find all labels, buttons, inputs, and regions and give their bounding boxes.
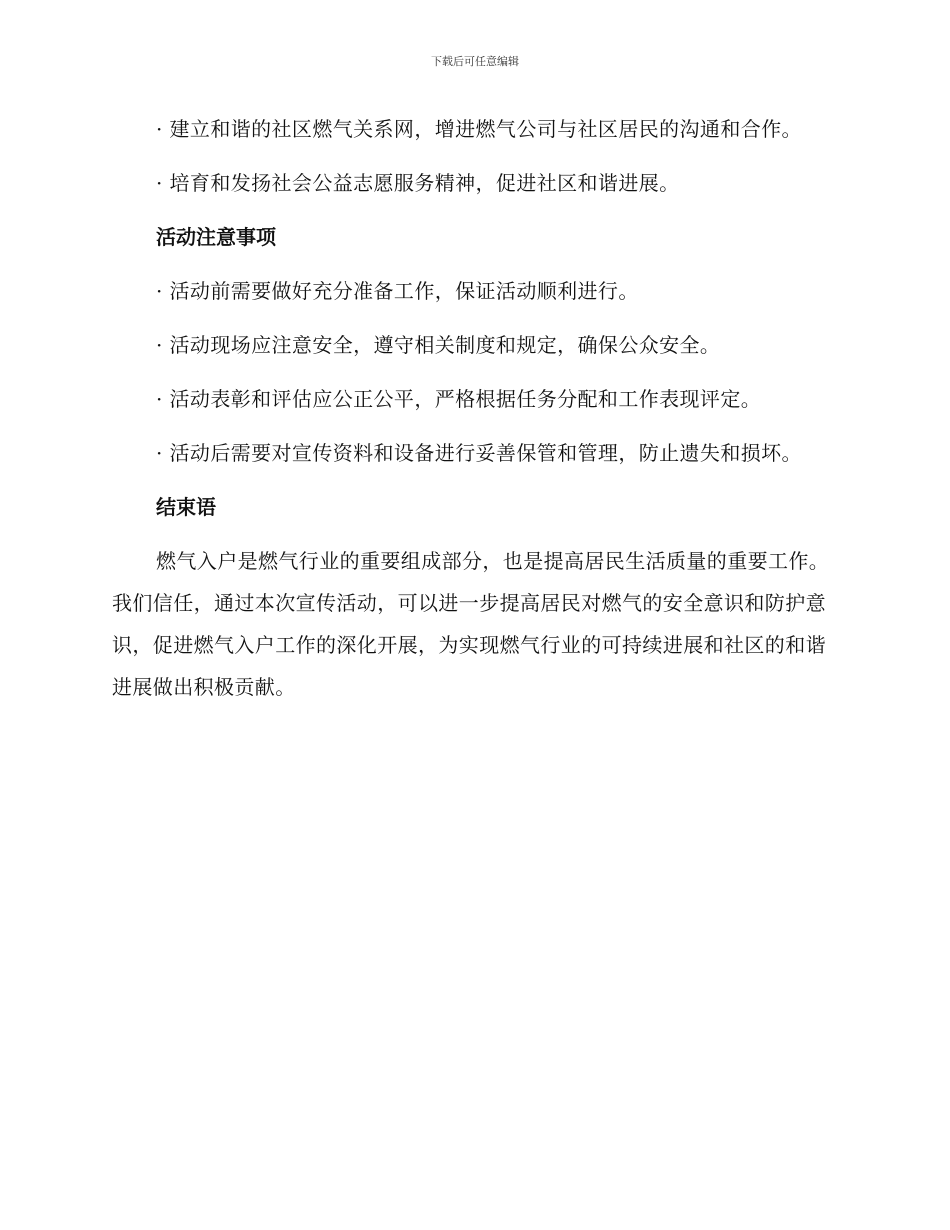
bullet-item-community-relations: · 建立和谐的社区燃气关系网，增进燃气公司与社区居民的沟通和合作。 xyxy=(156,117,802,141)
bullet-item-preparation: · 活动前需要做好充分准备工作，保证活动顺利进行。 xyxy=(156,279,639,303)
conclusion-paragraph: 燃气入户是燃气行业的重要组成部分，也是提高居民生活质量的重要工作。我们信任，通过本次宣传活动，可以进一步提高居民对燃气的安全意识和防护意识，促进燃气入户工作的深化开展，为实现燃气行业的可持续进展和社区的和谐进展做出积极贡献。 xyxy=(112,549,830,699)
bullet-item-safety: · 活动现场应注意安全，遵守相关制度和规定，确保公众安全。 xyxy=(156,333,721,357)
section-heading-conclusion: 结束语 xyxy=(156,495,216,519)
bullet-item-storage: · 活动后需要对宣传资料和设备进行妥善保管和管理，防止遗失和损坏。 xyxy=(156,441,802,465)
bullet-item-evaluation: · 活动表彰和评估应公正公平，严格根据任务分配和工作表现评定。 xyxy=(156,387,762,411)
document-body xyxy=(112,108,832,720)
page-header: 下载后可任意编辑 xyxy=(431,55,519,68)
section-heading-notes: 活动注意事项 xyxy=(156,225,276,249)
bullet-item-volunteer-spirit: · 培育和发扬社会公益志愿服务精神，促进社区和谐进展。 xyxy=(156,171,680,195)
